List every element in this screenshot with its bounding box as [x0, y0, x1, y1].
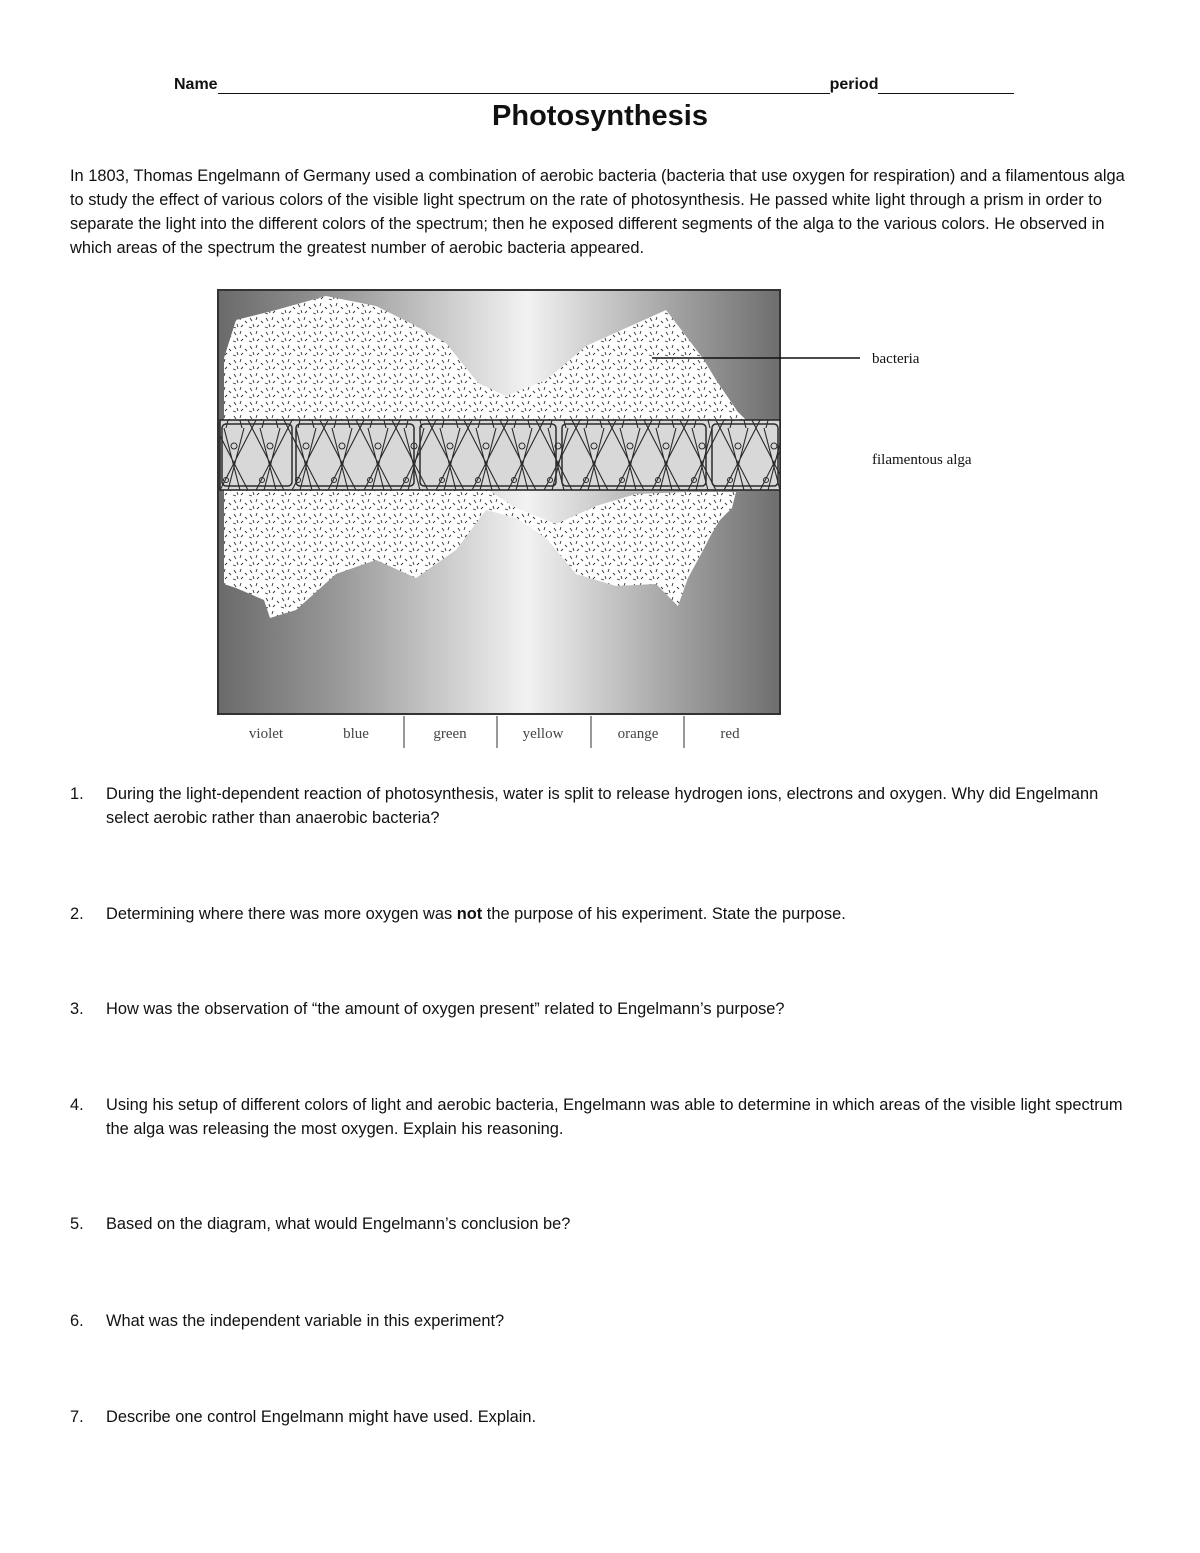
color-label-blue: blue [343, 726, 369, 742]
name-blank-line[interactable] [218, 77, 830, 94]
question-number: 3. [70, 1000, 84, 1018]
emphasis-not: not [456, 905, 483, 923]
question-item [70, 1093, 1130, 1141]
color-label-orange: orange [617, 726, 659, 742]
question-text-part: the purpose of his experiment. State the purpose. [482, 905, 846, 923]
period-blank-line[interactable] [878, 77, 1014, 94]
question-item [70, 782, 1130, 830]
page-title: Photosynthesis [492, 100, 708, 132]
color-label-yellow: yellow [522, 726, 564, 742]
bacteria-label: bacteria [872, 351, 920, 367]
color-scale [249, 716, 740, 748]
color-label-red: red [720, 726, 740, 742]
engelmann-diagram [216, 288, 1016, 758]
question-item [70, 1309, 1130, 1333]
question-text [106, 902, 1130, 926]
name-label: Name [174, 76, 218, 93]
question-text: What was the independent variable in this experiment? [106, 1312, 505, 1330]
name-period-header [174, 72, 1026, 94]
filamentous-alga [220, 420, 780, 490]
question-number: 4. [70, 1096, 84, 1114]
period-label: period [829, 76, 879, 93]
intro-paragraph: In 1803, Thomas Engelmann of Germany used a combination of aerobic bacteria (bacteria that use oxygen for respiration) and a filamentous alga to study the effect of various colors of the visible light spectrum on the rate of photosynthesis. He passed white light through a prism in order to separate the light into the different colors of the spectrum; then he exposed different segments of the alga to the various colors. He observed in which areas of the spectrum the greatest number of aerobic bacteria appeared. [70, 167, 1125, 257]
question-text: Describe one control Engelmann might have used. Explain. [106, 1408, 537, 1426]
question-number: 1. [70, 785, 84, 803]
color-label-violet: violet [248, 726, 284, 742]
question-text: How was the observation of “the amount of oxygen present” related to Engelmann’s purpose? [106, 1000, 785, 1018]
question-text: Based on the diagram, what would Engelmann’s conclusion be? [106, 1215, 571, 1233]
color-label-green: green [433, 726, 467, 742]
question-item [70, 997, 1130, 1021]
question-number: 5. [70, 1215, 84, 1233]
question-number: 6. [70, 1312, 84, 1330]
question-item [70, 1212, 1130, 1236]
filamentous-alga-label: filamentous alga [872, 452, 972, 468]
question-text-part: Determining where there was more oxygen was [106, 905, 457, 923]
question-number: 2. [70, 905, 84, 923]
question-number: 7. [70, 1408, 84, 1426]
question-item [70, 902, 1130, 926]
question-item [70, 1405, 1130, 1429]
question-text: During the light-dependent reaction of photosynthesis, water is split to release hydrogen ions, electrons and oxygen. Why did Engelmann select aerobic rather than anaerobic bacteria? [106, 785, 1099, 827]
question-text: Using his setup of different colors of light and aerobic bacteria, Engelmann was able to determine in which areas of the visible light spectrum the alga was releasing the most oxygen. Explain his reasoning. [106, 1096, 1123, 1138]
